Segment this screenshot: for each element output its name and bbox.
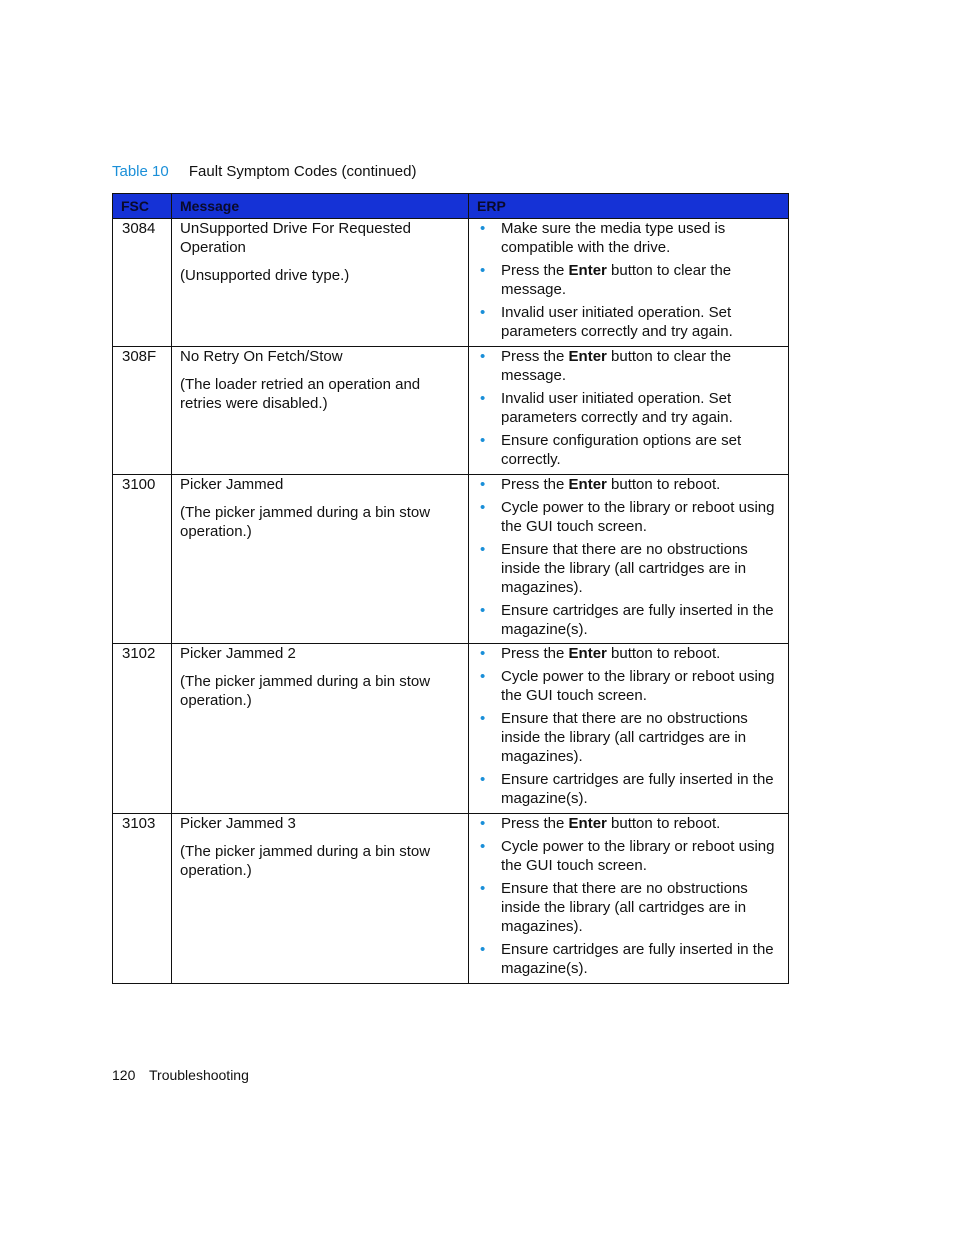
fsc-code-cell: 3103: [113, 814, 172, 984]
erp-cell: [469, 219, 789, 347]
message-title: No Retry On Fetch/Stow: [180, 348, 343, 365]
erp-text: Press the: [501, 645, 569, 662]
fsc-code-cell: 3102: [113, 644, 172, 814]
section-name: Troubleshooting: [149, 1067, 249, 1083]
erp-list-item: [501, 667, 780, 705]
erp-text: Ensure configuration options are set correctly.: [501, 432, 742, 468]
erp-list-item: [501, 644, 780, 663]
message-note: (Unsupported drive type.): [180, 267, 350, 284]
erp-text: Press the: [501, 815, 569, 832]
column-header-fsc: FSC: [113, 194, 172, 219]
message-cell: [172, 347, 469, 475]
table-caption: [112, 163, 417, 180]
message-note: (The picker jammed during a bin stow operation.): [180, 504, 431, 540]
erp-cell: [469, 347, 789, 475]
erp-list: [477, 644, 780, 808]
erp-cell: [469, 814, 789, 984]
erp-list-item: [501, 431, 780, 469]
erp-text: button to clear the message.: [501, 348, 732, 384]
table-row: [113, 644, 789, 814]
message-cell: [172, 814, 469, 984]
erp-emphasis: Enter: [568, 645, 607, 662]
table-header-row: [113, 194, 789, 219]
page-footer: [112, 1067, 249, 1083]
erp-text: Cycle power to the library or reboot using the GUI touch screen.: [501, 668, 775, 704]
message-note: (The picker jammed during a bin stow operation.): [180, 843, 431, 879]
erp-text: Make sure the media type used is compatible with the drive.: [501, 220, 726, 256]
erp-cell: [469, 475, 789, 644]
table-row: [113, 475, 789, 644]
erp-text: Ensure cartridges are fully inserted in the magazine(s).: [501, 602, 774, 638]
message-title: Picker Jammed: [180, 476, 284, 493]
erp-text: Invalid user initiated operation. Set parameters correctly and try again.: [501, 304, 733, 340]
message-title: UnSupported Drive For Requested Operation: [180, 220, 411, 256]
erp-text: Ensure cartridges are fully inserted in the magazine(s).: [501, 941, 774, 977]
erp-text: Ensure that there are no obstructions inside the library (all cartridges are in magazines).: [501, 710, 748, 765]
table-row: [113, 219, 789, 347]
erp-list-item: [501, 709, 780, 766]
erp-text: Ensure that there are no obstructions inside the library (all cartridges are in magazines).: [501, 880, 748, 935]
erp-cell: [469, 644, 789, 814]
fsc-code-cell: 3100: [113, 475, 172, 644]
message-title: Picker Jammed 2: [180, 645, 296, 662]
fsc-code-cell: 3084: [113, 219, 172, 347]
column-header-erp: ERP: [469, 194, 789, 219]
erp-list: [477, 219, 780, 341]
erp-text: Press the: [501, 348, 569, 365]
page-number: 120: [112, 1067, 136, 1083]
erp-list-item: [501, 347, 780, 385]
message-cell: [172, 644, 469, 814]
erp-list-item: [501, 475, 780, 494]
erp-text: Cycle power to the library or reboot using the GUI touch screen.: [501, 838, 775, 874]
table-row: [113, 814, 789, 984]
erp-emphasis: Enter: [568, 348, 607, 365]
erp-list: [477, 814, 780, 978]
erp-list-item: [501, 261, 780, 299]
erp-text: Cycle power to the library or reboot using the GUI touch screen.: [501, 499, 775, 535]
erp-text: button to clear the message.: [501, 262, 732, 298]
message-cell: [172, 475, 469, 644]
erp-list-item: [501, 389, 780, 427]
erp-list: [477, 347, 780, 469]
erp-list-item: [501, 540, 780, 597]
erp-text: button to reboot.: [606, 645, 721, 662]
erp-list-item: [501, 219, 780, 257]
message-title: Picker Jammed 3: [180, 815, 296, 832]
message-note: (The loader retried an operation and retries were disabled.): [180, 376, 421, 412]
table-title: Fault Symptom Codes (continued): [188, 163, 417, 180]
erp-list-item: [501, 770, 780, 808]
erp-text: Press the: [501, 262, 569, 279]
erp-list-item: [501, 940, 780, 978]
erp-text: Ensure cartridges are fully inserted in the magazine(s).: [501, 771, 774, 807]
erp-list-item: [501, 498, 780, 536]
erp-list: [477, 475, 780, 639]
erp-text: Ensure that there are no obstructions inside the library (all cartridges are in magazines).: [501, 541, 748, 596]
fault-symptom-codes-table: [112, 193, 789, 984]
erp-list-item: [501, 814, 780, 833]
table-number: Table 10: [112, 163, 169, 180]
erp-text: Press the: [501, 476, 569, 493]
erp-text: button to reboot.: [606, 476, 721, 493]
table-row: [113, 347, 789, 475]
erp-emphasis: Enter: [568, 262, 607, 279]
erp-emphasis: Enter: [568, 815, 607, 832]
erp-text: Invalid user initiated operation. Set parameters correctly and try again.: [501, 390, 733, 426]
message-note: (The picker jammed during a bin stow operation.): [180, 673, 431, 709]
erp-text: button to reboot.: [606, 815, 721, 832]
column-header-message: Message: [172, 194, 469, 219]
message-cell: [172, 219, 469, 347]
erp-emphasis: Enter: [568, 476, 607, 493]
erp-list-item: [501, 601, 780, 639]
erp-list-item: [501, 879, 780, 936]
erp-list-item: [501, 837, 780, 875]
fsc-code-cell: 308F: [113, 347, 172, 475]
erp-list-item: [501, 303, 780, 341]
